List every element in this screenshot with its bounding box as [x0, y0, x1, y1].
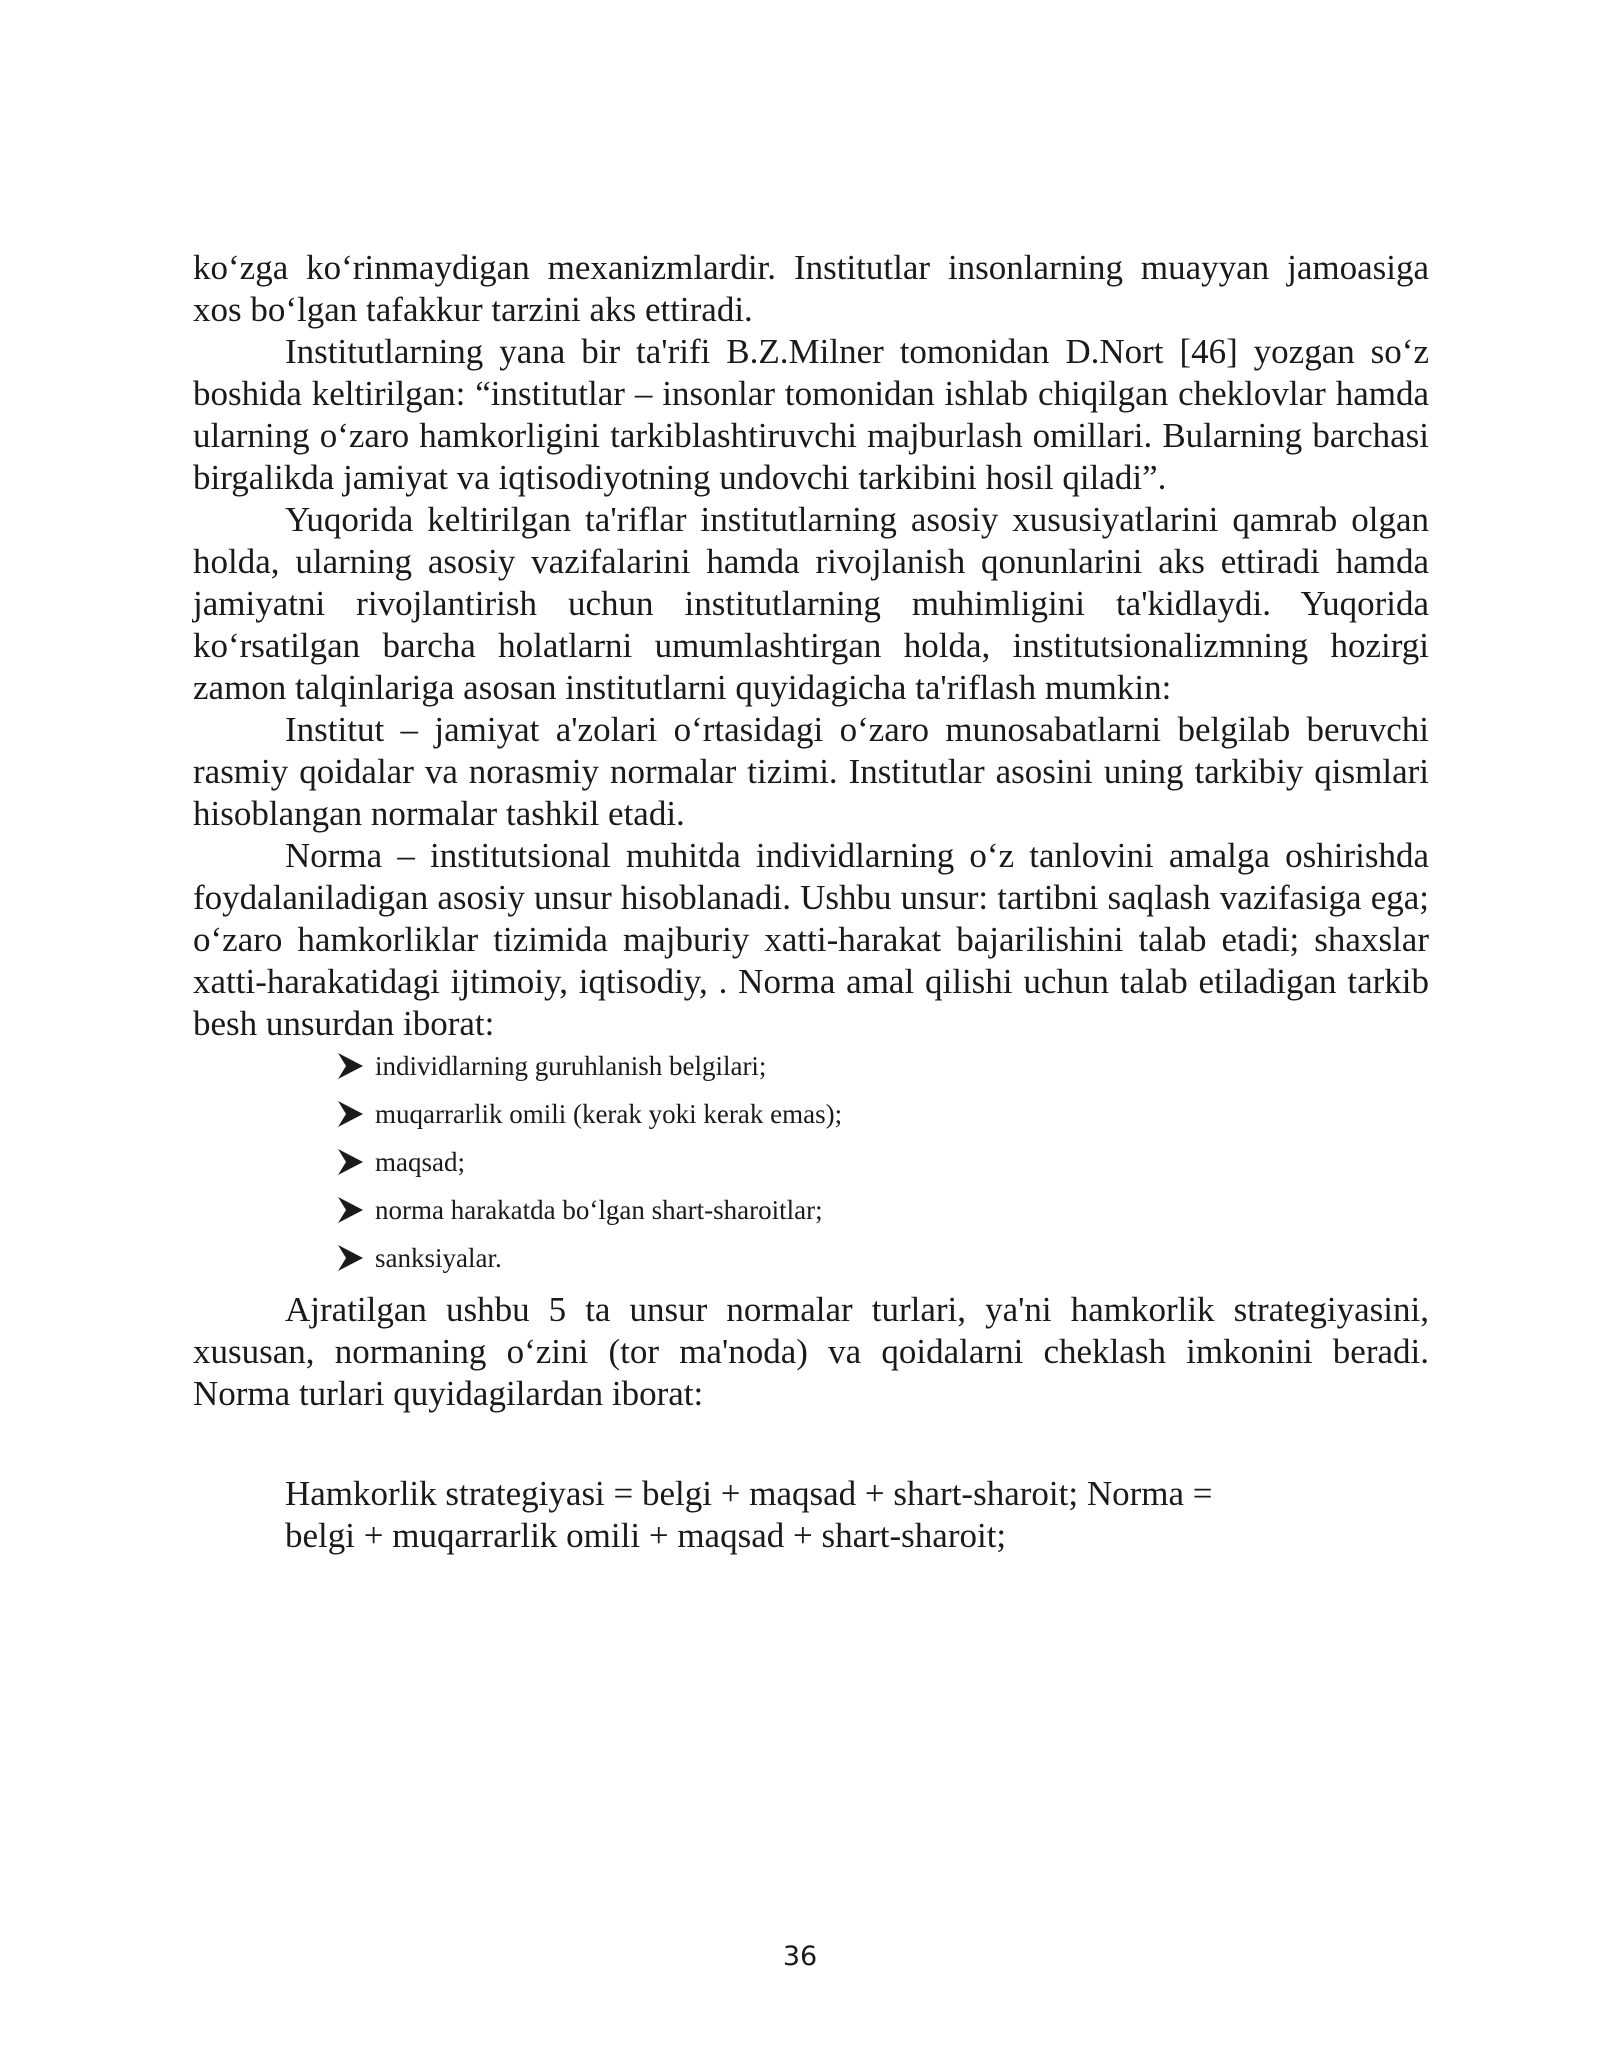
list-item-text: individlarning guruhlanish belgilari;	[375, 1051, 767, 1081]
paragraph-definitions-summary: Yuqorida keltirilgan ta'riflar institutlarning asosiy xususiyatlarini qamrab olgan holda, ularning asosiy vazifalarini hamda rivojlanish qonunlarini aks ettiradi hamda jamiyatni rivojlantirish uchun institutlarning muhimligini ta'kidlaydi. Yuqorida ko‘rsatilgan barcha holatlarni umumlashtirgan holda, institutsionalizmning hozirgi zamon talqinlariga asosan institutlarni quyidagicha ta'riflash mumkin:	[193, 500, 1429, 707]
list-item	[335, 1193, 1429, 1241]
paragraph-institut-definition: Institut – jamiyat a'zolari o‘rtasidagi o‘zaro munosabatlarni belgilab beruvchi rasmiy qoidalar va norasmiy normalar tizimi. Institutlar asosini uning tarkibiy qismlari hisoblangan normalar tashkil etadi.	[193, 710, 1429, 833]
page-number: 36	[782, 1941, 818, 1972]
list-item-text: maqsad;	[375, 1147, 465, 1177]
list-item	[335, 1097, 1429, 1145]
formula-block	[285, 1473, 1285, 1557]
list-item-text: sanksiyalar.	[375, 1243, 502, 1273]
body-text	[193, 247, 1429, 1557]
paragraph-norm-types: Ajratilgan ushbu 5 ta unsur normalar turlari, ya'ni hamkorlik strategiyasini, xususan, normaning o‘zini (tor ma'noda) va qoidalarni cheklash imkonini beradi. Norma turlari quyidagilardan iborat:	[193, 1290, 1429, 1413]
formula-line: Hamkorlik strategiyasi = belgi + maqsad + shart-sharoit; Norma =	[285, 1474, 1213, 1513]
arrowhead-bullet-icon	[335, 1243, 375, 1273]
list-item	[335, 1241, 1429, 1289]
paragraph-milner-definition: Institutlarning yana bir ta'rifi B.Z.Milner tomonidan D.Nort [46] yozgan so‘z boshida keltirilgan: “institutlar – insonlar tomonidan ishlab chiqilgan cheklovlar hamda ularning o‘zaro hamkorligini tarkiblashtiruvchi majburlash omillari. Bularning barchasi birgalikda jamiyat va iqtisodiyotning undovchi tarkibini hosil qiladi”.	[193, 332, 1429, 497]
arrowhead-bullet-icon	[335, 1051, 375, 1081]
list-item	[335, 1145, 1429, 1193]
arrowhead-bullet-icon	[335, 1195, 375, 1225]
formula-line: belgi + muqarrarlik omili + maqsad + shart-sharoit;	[285, 1516, 1007, 1555]
arrowhead-bullet-icon	[335, 1099, 375, 1129]
list-item-text: norma harakatda bo‘lgan shart-sharoitlar;	[375, 1195, 823, 1225]
list-item	[335, 1049, 1429, 1097]
arrowhead-bullet-icon	[335, 1147, 375, 1177]
list-item-text: muqarrarlik omili (kerak yoki kerak emas);	[375, 1099, 843, 1129]
paragraph-norma-definition: Norma – institutsional muhitda individlarning o‘z tanlovini amalga oshirishda foydalaniladigan asosiy unsur hisoblanadi. Ushbu unsur: tartibni saqlash vazifasiga ega; o‘zaro hamkorliklar tizimida majburiy xatti-harakat bajarilishini talab etadi; shaxslar xatti-harakatidagi ijtimoiy, iqtisodiy, . Norma amal qilishi uchun talab etiladigan tarkib besh unsurdan iborat:	[193, 836, 1429, 1043]
paragraph-continuation: ko‘zga ko‘rinmaydigan mexanizmlardir. Institutlar insonlarning muayyan jamoasiga xos bo‘lgan tafakkur tarzini aks ettiradi.	[193, 248, 1429, 329]
norm-elements-list	[193, 1049, 1429, 1289]
